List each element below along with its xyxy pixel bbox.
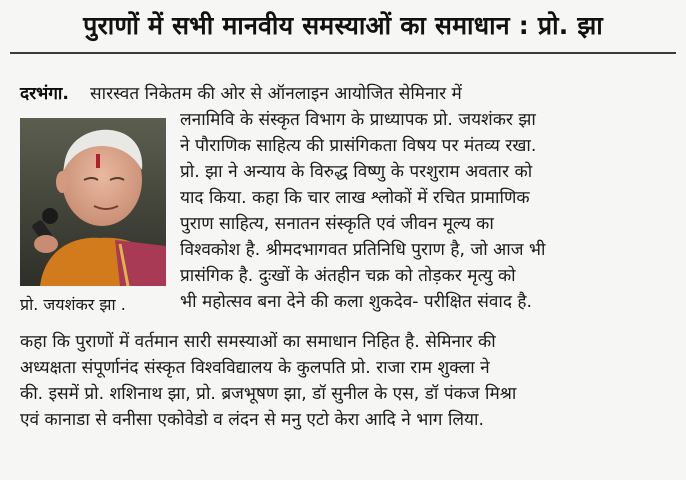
article-line-13: एवं कानाडा से वनीसा एकोवेडो व लंदन से मनु एटो केरा आदि ने भाग लिया. <box>20 410 484 430</box>
article-line-4: प्रो. झा ने अन्याय के विरुद्ध विष्णु के परशुराम अवतार को <box>180 162 533 182</box>
article-line-7: विश्वकोश है. श्रीमदभागवत प्रतिनिधि पुराण है, जो आज भी <box>180 240 546 260</box>
article-line-1: सारस्वत निकेतम की ओर से ऑनलाइन आयोजित सेमिनार में <box>90 84 462 104</box>
article-line-9: भी महोत्सव बना देने की कला शुकदेव- परीक्षित संवाद है. <box>180 292 533 312</box>
article-line-5: याद किया. कहा कि चार लाख श्लोकों में रचित प्रामाणिक <box>180 188 530 208</box>
photo-caption: प्रो. जयशंकर झा . <box>20 295 126 314</box>
article-line-8: प्रासंगिक है. दुःखों के अंतहीन चक्र को तोड़कर मृत्यु को <box>180 266 516 286</box>
article-line-3: ने पौराणिक साहित्य की प्रासंगिकता विषय पर मंतव्य रखा. <box>180 136 537 156</box>
article-line-12: की. इसमें प्रो. शशिनाथ झा, प्रो. ब्रजभूषण झा, डॉ सुनील के एस, डॉ पंकज मिश्रा <box>20 384 517 404</box>
headline: पुराणों में सभी मानवीय समस्याओं का समाधान : प्रो. झा <box>83 11 603 40</box>
article-line-11: अध्यक्षता संपूर्णानंद संस्कृत विश्वविद्यालय के कुलपति प्रो. राजा राम शुक्ला ने <box>20 358 490 378</box>
article-line-10: कहा कि पुराणों में वर्तमान सारी समस्याओं का समाधान निहित है. सेमिनार की <box>20 332 496 352</box>
speaker-portrait-image <box>20 118 166 286</box>
article-line-6: पुराण साहित्य, सनातन संस्कृति एवं जीवन मूल्य का <box>180 214 494 234</box>
speaker-photo <box>20 118 166 286</box>
dateline: दरभंगा. <box>20 84 69 104</box>
article-line-2: लनामिवि के संस्कृत विभाग के प्राध्यापक प्रो. जयशंकर झा <box>180 110 536 130</box>
